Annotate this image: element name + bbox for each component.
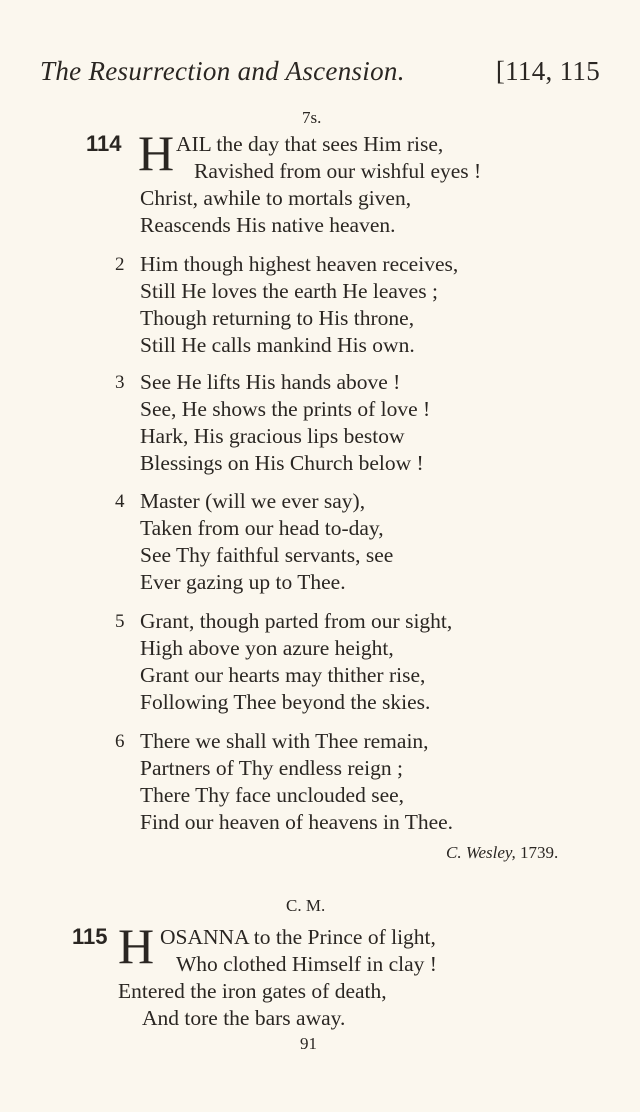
verse-2-number: 2 (115, 254, 125, 275)
verse-6-number: 6 (115, 731, 125, 752)
hymn-115-dropcap: H (118, 918, 155, 974)
attribution-author: C. Wesley, (446, 843, 516, 862)
hymn-114-number: 114 (86, 131, 122, 156)
verse-5-line-3: Grant our hearts may thither rise, (140, 663, 426, 687)
hymn-115-number: 115 (72, 924, 108, 949)
verse-5-line-1: Grant, though parted from our sight, (140, 609, 453, 633)
page-number: 91 (300, 1034, 317, 1053)
hymn-115-line-4: And tore the bars away. (142, 1006, 346, 1030)
hymn-114-dropcap: H (138, 125, 175, 181)
verse-4-number: 4 (115, 491, 125, 512)
verse-4-line-3: See Thy faithful servants, see (140, 543, 394, 567)
hymn-115-line-3: Entered the iron gates of death, (118, 979, 387, 1003)
verse-5-line-2: High above yon azure height, (140, 636, 394, 660)
verse-2-line-3: Though returning to His throne, (140, 306, 415, 330)
running-title: The Resurrection and Ascension. (40, 56, 405, 86)
verse-1-line-3: Christ, awhile to mortals given, (140, 186, 412, 210)
verse-4-line-1: Master (will we ever say), (140, 489, 366, 513)
verse-6-line-4: Find our heaven of heavens in Thee. (140, 810, 454, 834)
verse-3-line-2: See, He shows the prints of love ! (140, 397, 431, 421)
verse-5-line-4: Following Thee beyond the skies. (140, 690, 431, 714)
verse-2-line-4: Still He calls mankind His own. (140, 333, 415, 357)
verse-6-line-1: There we shall with Thee remain, (140, 729, 429, 753)
page-range: [114, 115 (495, 56, 600, 86)
verse-5-number: 5 (115, 611, 125, 632)
hymn-114-meter: 7s. (302, 108, 322, 127)
hymn-115-line-1: OSANNA to the Prince of light, (160, 925, 436, 949)
verse-3-number: 3 (115, 372, 125, 393)
verse-6-line-2: Partners of Thy endless reign ; (140, 756, 403, 780)
hymn-115-meter: C. M. (286, 896, 326, 915)
verse-2-line-2: Still He loves the earth He leaves ; (140, 279, 438, 303)
running-header (40, 56, 610, 87)
attribution (446, 843, 558, 863)
hymn-115-line-2: Who clothed Himself in clay ! (176, 952, 437, 976)
verse-1-line-4: Reascends His native heaven. (140, 213, 396, 237)
verse-3-line-1: See He lifts His hands above ! (140, 370, 401, 394)
verse-1-line-1: AIL the day that sees Him rise, (176, 132, 444, 156)
verse-4-line-4: Ever gazing up to Thee. (140, 570, 346, 594)
verse-2-line-1: Him though highest heaven receives, (140, 252, 459, 276)
verse-3-line-3: Hark, His gracious lips bestow (140, 424, 405, 448)
attribution-year: 1739. (519, 843, 559, 862)
verse-6-line-3: There Thy face unclouded see, (140, 783, 405, 807)
verse-4-line-2: Taken from our head to-day, (140, 516, 384, 540)
verse-1-line-2: Ravished from our wishful eyes ! (194, 159, 482, 183)
verse-3-line-4: Blessings on His Church below ! (140, 451, 424, 475)
